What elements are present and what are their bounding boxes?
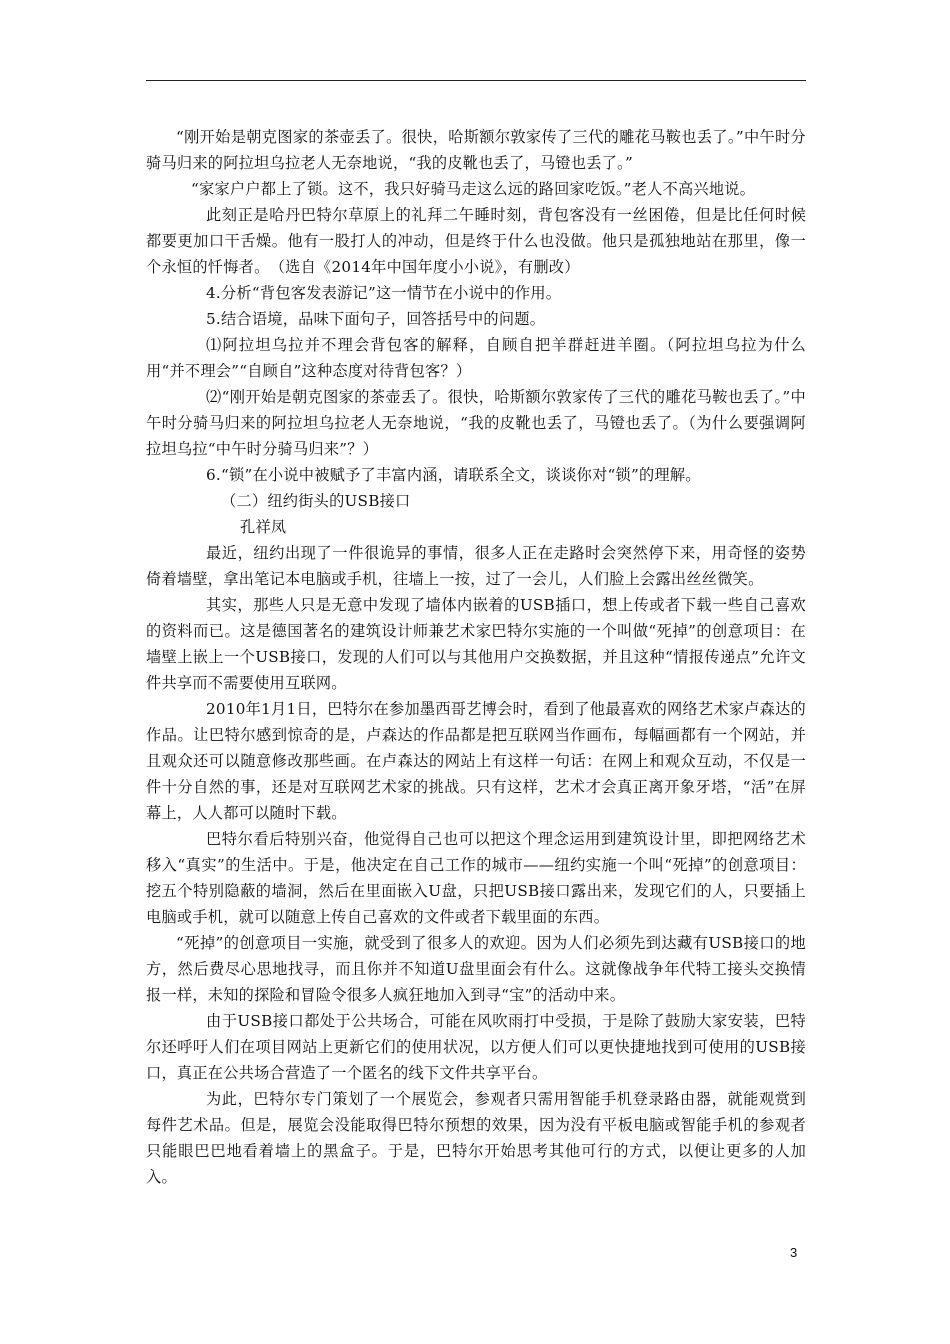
paragraph-usb-3: 2010年1月1日，巴特尔在参加墨西哥艺博会时，看到了他最喜欢的网络艺术家卢森达的作品。让巴特尔感到惊奇的是，卢森达的作品都是把互联网当作画布，每幅画都有一个网站，并且观众还可以随意修改那些画。在卢森达的网站上有这样一句话：在网上和观众互动，不仅是一件十分自然的事，还是对互联网艺术家的挑战。只有这样，艺术才会真正离开象牙塔，“活”在屏幕上，人人都可以随时下载。 <box>146 700 806 822</box>
paragraph-usb-2: 其实，那些人只是无意中发现了墙体内嵌着的USB插口，想上传或者下载一些自己喜欢的资料而已。这是德国著名的建筑设计师兼艺术家巴特尔实施的一个叫做“死掉”的创意项目：在墙壁上嵌上一个USB接口，发现的人们可以与其他用户交换数据，并且这种“情报传递点”允许文件共享而不需要使用互联网。 <box>146 596 806 692</box>
paragraph-usb-1: 最近，纽约出现了一件很诡异的事情，很多人正在走路时会突然停下来，用奇怪的姿势倚着墙壁，拿出笔记本电脑或手机，往墙上一按，过了一会儿，人们脸上会露出丝丝微笑。 <box>146 544 806 588</box>
question-5-1: ⑴阿拉坦乌拉并不理会背包客的解释，自顾自把羊群赶进羊圈。（阿拉坦乌拉为什么用“并不理会”“自顾自”这种态度对待背包客？） <box>146 336 806 380</box>
paragraph-usb-6: 由于USB接口都处于公共场合，可能在风吹雨打中受损，于是除了鼓励大家安装，巴特尔还呼吁人们在项目网站上更新它们的使用状况，以方便人们可以更快捷地找到可使用的USB接口，真正在公共场合营造了一个匿名的线下文件共享平台。 <box>146 1012 806 1082</box>
page-number: 3 <box>790 1245 798 1260</box>
paragraph-usb-4: 巴特尔看后特别兴奋，他觉得自己也可以把这个理念运用到建筑设计里，即把网络艺术移入“真实”的生活中。于是，他决定在自己工作的城市——纽约实施一个叫“死掉”的创意项目：挖五个特别隐蔽的墙洞，然后在里面嵌入U盘，只把USB接口露出来，发现它们的人，只要插上电脑或手机，就可以随意上传自己喜欢的文件或者下载里面的东西。 <box>146 830 806 926</box>
author-name: 孔祥凤 <box>240 518 287 536</box>
question-6: 6.“锁”在小说中被赋予了丰富内涵，请联系全文，谈谈你对“锁”的理解。 <box>206 466 701 484</box>
paragraph-ending: 此刻正是哈丹巴特尔草原上的礼拜二午睡时刻，背包客没有一丝困倦，但是比任何时候都要更加口干舌燥。他有一股打人的冲动，但是终于什么也没做。他只是孤独地站在那里，像一个永恒的忏悔者。 （选自《2014年中国年度小小说》，有删改） <box>146 206 806 276</box>
paragraph-locks: “家家户户都上了锁。这不，我只好骑马走这么远的路回家吃饭。”老人不高兴地说。 <box>191 180 756 198</box>
document-body <box>146 124 806 1190</box>
header-rule <box>146 80 806 81</box>
paragraph-usb-7: 为此，巴特尔专门策划了一个展览会，参观者只需用智能手机登录路由器，就能观赏到每件艺术品。但是，展览会没能取得巴特尔预想的效果，因为没有平板电脑或智能手机的参观者只能眼巴巴地看着墙上的黑盒子。于是，巴特尔开始思考其他可行的方式，以便让更多的人加入。 <box>146 1090 806 1186</box>
paragraph-usb-5: “死掉”的创意项目一实施，就受到了很多人的欢迎。因为人们必须先到达藏有USB接口的地方，然后费尽心思地找寻，而且你并不知道U盘里面会有什么。这就像战争年代特工接头交换情报一样，未知的探险和冒险令很多人疯狂地加入到寻“宝”的活动中来。 <box>146 934 806 1004</box>
question-5: 5.结合语境，品味下面句子，回答括号中的问题。 <box>206 310 546 328</box>
question-5-2: ⑵“刚开始是朝克图家的茶壶丢了。很快，哈斯额尔敦家传了三代的雕花马鞍也丢了。”中午时分骑马归来的阿拉坦乌拉老人无奈地说，“我的皮靴也丢了，马镫也丢了。（为什么要强调阿拉坦乌拉“中午时分骑马归来”？） <box>146 388 806 458</box>
paragraph-quote-lost-items: “刚开始是朝克图家的茶壶丢了。很快，哈斯额尔敦家传了三代的雕花马鞍也丢了。”中午时分骑马归来的阿拉坦乌拉老人无奈地说，“我的皮靴也丢了，马镫也丢了。” <box>146 128 806 172</box>
section-title: （二）纽约街头的USB接口 <box>221 492 411 510</box>
question-4: 4.分析“背包客发表游记”这一情节在小说中的作用。 <box>206 284 562 302</box>
